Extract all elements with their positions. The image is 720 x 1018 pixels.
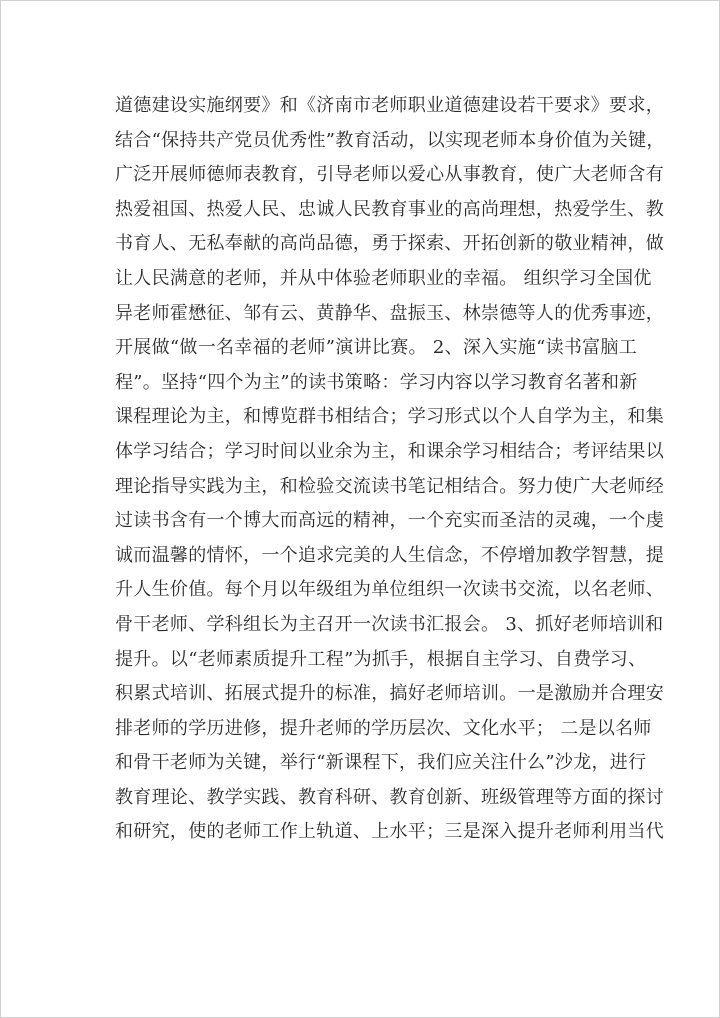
body-text <box>115 89 665 850</box>
text-line: 骨干老师、学科组长为主召开一次读书汇报会。 3、抓好老师培训和 <box>115 613 664 635</box>
text-line: 广泛开展师德师表教育，引导老师以爱心从事教育，使广大老师含有 <box>115 164 664 186</box>
text-line: 结合“保持共产党员优秀性”教育活动，以实现老师本身价值为关键， <box>115 129 665 151</box>
text-line: 体学习结合；学习时间以业余为主，和课余学习相结合；考评结果以 <box>115 440 664 462</box>
text-line: 热爱祖国、热爱人民、忠诚人民教育事业的高尚理想，热爱学生、教 <box>115 198 664 220</box>
text-line: 积累式培训、拓展式提升的标准，搞好老师培训。一是激励并合理安 <box>115 683 664 705</box>
text-line: 程”。坚持“四个为主”的读书策略：学习内容以学习教育名著和新 <box>115 371 638 393</box>
text-line: 开展做“做一名幸福的老师”演讲比赛。 2、深入实施“读书富脑工 <box>115 337 638 359</box>
text-line: 提升。以“老师素质提升工程”为抓手，根据自主学习、自费学习、 <box>115 648 647 670</box>
text-line: 让人民满意的老师，并从中体验老师职业的幸福。 组织学习全国优 <box>115 267 652 289</box>
text-line: 排老师的学历进修，提升老师的学历层次、文化水平； 二是以名师 <box>115 717 652 739</box>
text-line: 课程理论为主，和博览群书相结合；学习形式以个人自学为主，和集 <box>115 406 664 428</box>
text-line: 异老师霍懋征、邹有云、黄静华、盘振玉、林崇德等人的优秀事迹， <box>115 302 664 324</box>
text-line: 道德建设实施纲要》和《济南市老师职业道德建设若干要求》要求， <box>115 95 664 116</box>
text-line: 书育人、无私奉献的高尚品德，勇于探索、开拓创新的敬业精神，做 <box>115 233 664 255</box>
text-line: 理论指导实践为主，和检验交流读书笔记相结合。努力使广大老师经 <box>115 475 664 497</box>
text-line: 和骨干老师为关键，举行“新课程下，我们应关注什么”沙龙，进行 <box>115 752 647 774</box>
text-line: 和研究，使的老师工作上轨道、上水平；三是深入提升老师利用当代 <box>115 821 664 843</box>
text-line: 升人生价值。每个月以年级组为单位组织一次读书交流，以名老师、 <box>115 579 664 601</box>
text-line: 教育理论、教学实践、教育科研、教育创新、班级管理等方面的探讨 <box>115 786 664 808</box>
text-line: 过读书含有一个博大而高远的精神，一个充实而圣洁的灵魂，一个虔 <box>115 510 664 532</box>
text-line: 诚而温馨的情怀，一个追求完美的人生信念，不停增加教学智慧，提 <box>115 544 664 566</box>
